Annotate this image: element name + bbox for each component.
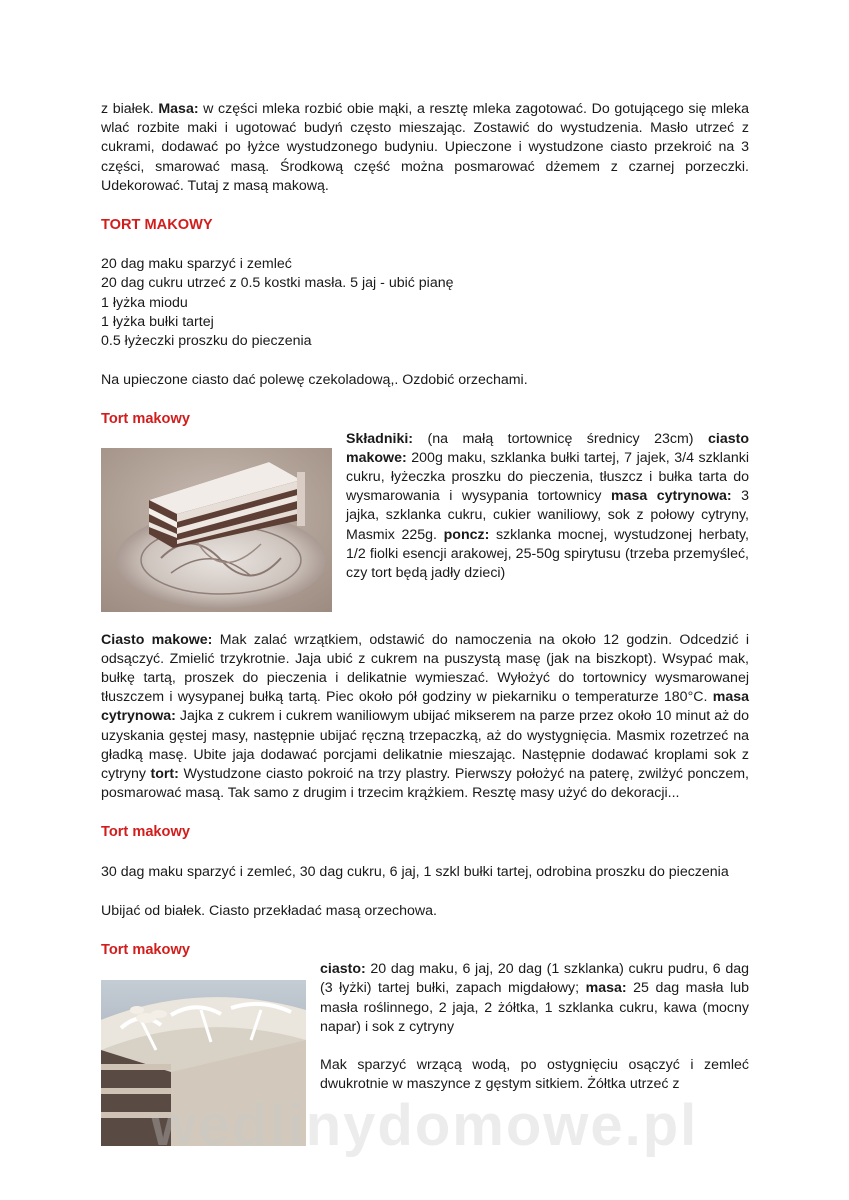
poncz-text: szklanka mocnej, wystudzonej herbaty, 1/2 fiolki esencji arakowej, 25-50g spirytusu (trzeba przemyśleć, czy tort będą jadły dzieci) bbox=[346, 526, 749, 582]
intro-text-2: w części mleka rozbić obie mąki, a resztę mleka zagotować. Do gotującego się mleka wlać rozbite maki i ugotować budyń często mieszając. Zostawić do wystudzenia. Masło utrzeć z cukrami, dodawać po łyżce wystudzonego budyniu. Upieczone i wystudzone ciasto przekroić na 3 części, smarować masą. Środkową część można posmarować dżemem z czarnej porzeczki. Udekorować. Tutaj z masą makową. bbox=[101, 101, 749, 194]
recipe-4-ingredients bbox=[320, 960, 749, 1037]
intro-text: z białek. bbox=[101, 101, 159, 117]
label-ciasto-makowe-method: Ciasto makowe: bbox=[101, 631, 213, 648]
recipe-4-method: Mak sparzyć wrzącą wodą, po ostygnięciu osączyć i zemleć dwukrotnie w maszynce z gęstym sitkiem. Żółtka utrzeć z bbox=[320, 1057, 749, 1093]
cake-photo-glass-plate bbox=[101, 448, 332, 612]
ciasto-makowe-text: 200g maku, szklanka bułki tartej, 7 jajek, 3/4 szklanki cukru, łyżeczka proszku do pieczenia, tłuszcz i bułka tarta do wysmarowania i wysypania tortownicy bbox=[346, 449, 749, 505]
section-title-tort-makowy-4: Tort makowy bbox=[101, 942, 190, 959]
method-text-1: Mak zalać wrzątkiem, odstawić do namoczenia na około 12 godzin. Odcedzić i odsączyć. Zmielić trzykrotnie. Jaja ubić z cukrem na puszystą masę (jak na biszkopt). Wsypać mak, bułkę tartą, proszek do pieczenia i delikatnie wymieszać. Wyłożyć do tortownicy wysmarowanej tłuszczem i wysypanej bułką tartą. Piec około pół godziny w piekarniku o temperaturze 180°C. bbox=[101, 631, 750, 706]
section-title-tort-makowy-3: Tort makowy bbox=[101, 824, 190, 841]
label-masa-cytrynowa: masa cytrynowa: bbox=[610, 488, 732, 505]
cake-photo-graphic bbox=[101, 448, 332, 612]
method-text-2: Jajka z cukrem i cukrem waniliowym ubijać mikserem na parze przez około 10 minut aż do uzyskania gęstej masy, następnie ubijać ręczną trzepaczką, aż do wystygnięcia. Masmix rozetrzeć na gładką masę. Ubite jaja dodawać porcjami delikatnie mieszając. Następnie dodawać kroplami sok z cytryny bbox=[101, 708, 749, 783]
recipe-2-method bbox=[101, 631, 749, 804]
section3-text: 30 dag maku sparzyć i zemleć, 30 dag cukru, 6 jaj, 1 szkl bułki tartej, odrobina proszku do pieczenia bbox=[101, 863, 729, 880]
masa-cytrynowa-text: 3 jajka, szklanka cukru, cukier waniliowy, sok z połowy cytryny, Masmix 225g. bbox=[346, 488, 749, 543]
section-title-tort-makowy-2: Tort makowy bbox=[101, 411, 190, 428]
document-page bbox=[101, 100, 749, 1146]
intro-bold: Masa: bbox=[158, 101, 199, 117]
recipe-4-text bbox=[320, 960, 749, 1094]
skladniki-text: (na małą tortownicę średnicy 23cm) bbox=[413, 430, 708, 447]
recipe-2-ingredients bbox=[346, 430, 749, 584]
ciasto-text: 20 dag maku, 6 jaj, 20 dag (1 szklanka) cukru pudru, 6 dag (3 łyżki) tartej bułki, zapach migdałowy; bbox=[320, 961, 749, 997]
section1-note: Na upieczone ciasto dać polewę czekoladową,. Ozdobić orzechami. bbox=[101, 372, 528, 389]
ingredient-line: 1 łyżka bułki tartej bbox=[101, 313, 214, 330]
intro-paragraph bbox=[101, 100, 749, 196]
label-poncz: poncz: bbox=[443, 526, 490, 543]
section-title-tort-makowy-1: TORT MAKOWY bbox=[101, 217, 213, 234]
watermark: wedlinydomowe.pl bbox=[150, 1093, 699, 1158]
ingredient-line: 1 łyżka miodu bbox=[101, 294, 188, 311]
ingredient-line: 0.5 łyżeczki proszku do pieczenia bbox=[101, 333, 312, 350]
label-ciasto-makowe: ciasto makowe: bbox=[346, 430, 749, 466]
label-masa: masa: bbox=[585, 980, 627, 997]
ingredient-line: 20 dag cukru utrzeć z 0.5 kostki masła. 5 jaj - ubić pianę bbox=[101, 275, 454, 292]
section3-note: Ubijać od białek. Ciasto przekładać masą orzechowa. bbox=[101, 902, 437, 919]
label-tort: tort: bbox=[150, 766, 179, 783]
label-skladniki: Składniki: bbox=[346, 430, 414, 447]
label-ciasto: ciasto: bbox=[320, 961, 366, 978]
label-masa-cytrynowa-method: masa cytrynowa: bbox=[101, 689, 749, 725]
ingredient-list bbox=[101, 255, 749, 351]
recipe-2-row bbox=[101, 430, 749, 612]
method-text-3: Wystudzone ciasto pokroić na trzy plastry. Pierwszy położyć na paterę, zwilżyć ponczem, posmarować masą. Tak samo z drugim i trzecim krążkiem. Resztę masy użyć do dekoracji... bbox=[101, 766, 749, 802]
masa-text: 25 dag masła lub masła roślinnego, 2 jaja, 2 żółtka, 1 szklanka cukru, kawa (mocny napar) i sok z cytryny bbox=[320, 980, 750, 1035]
ingredient-line: 20 dag maku sparzyć i zemleć bbox=[101, 256, 292, 273]
